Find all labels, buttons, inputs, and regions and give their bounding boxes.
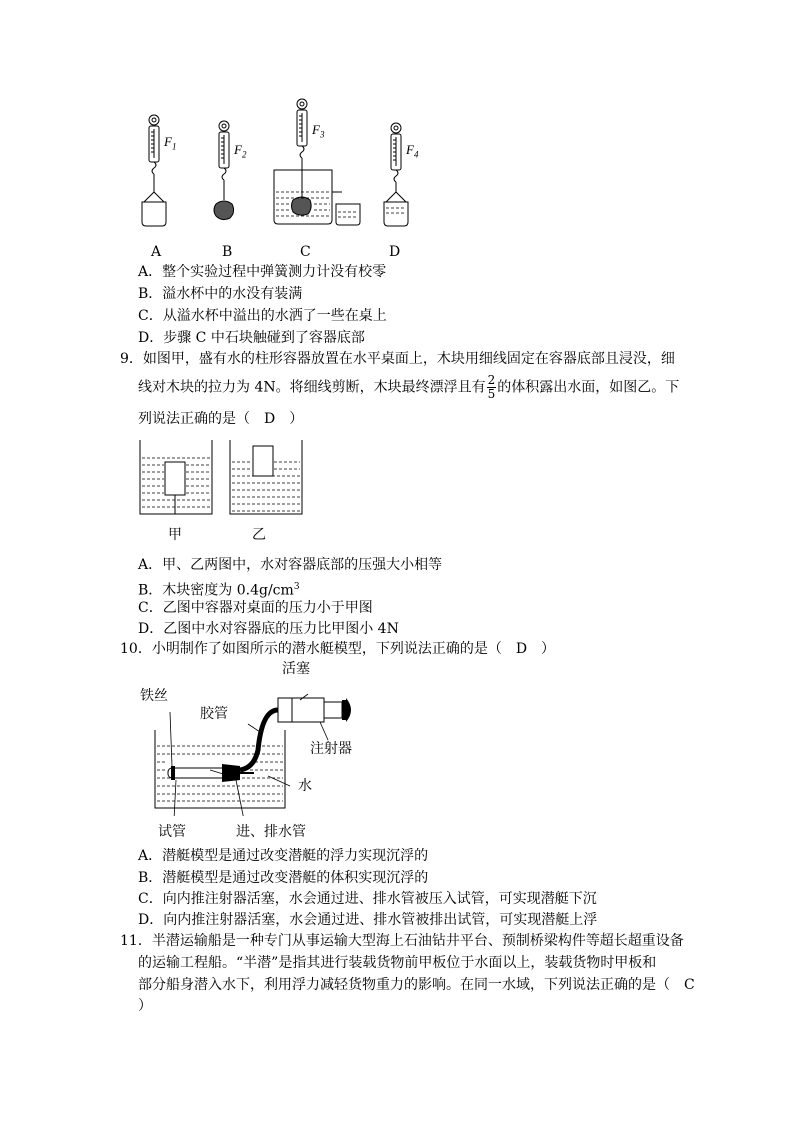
q10-option-a: A．潜艇模型是通过改变潜艇的浮力实现沉浮的: [138, 848, 429, 864]
fraction: $\frac{2}{5}$: [487, 373, 496, 401]
wood-block-right: [253, 446, 273, 476]
q9-option-d: D．乙图中水对容器底的压力比甲图小 4N: [138, 621, 399, 637]
fig8-label-d: D: [389, 244, 401, 260]
q8-figure: [130, 96, 430, 236]
q11-stem-line2: 的运输工程船。“半潜”是指其进行装载货物前甲板位于水面以上，装载货物时甲板和: [138, 955, 657, 971]
q9-stem-line1: 9．如图甲，盛有水的柱形容器放置在水平桌面上，木块用细线固定在容器底部且浸没，细: [120, 351, 675, 367]
iron-wire: [171, 766, 175, 780]
q8-option-b: B．溢水杯中的水没有装满: [138, 286, 303, 302]
spring-scale-c: [274, 99, 360, 225]
q10-option-d: D．向内推注射器活塞，水会通过进、排水管被排出试管，可实现潜艇上浮: [138, 912, 598, 928]
q11-stem-line4: ）: [138, 998, 152, 1014]
label-f3: $F_3$: [312, 122, 325, 140]
q9-stem-line3: 列说法正确的是（ D ）: [138, 411, 304, 427]
label-pipe: 进、排水管: [236, 824, 306, 840]
q8-option-a: A．整个实验过程中弹簧测力计没有校零: [138, 264, 387, 280]
q11-stem-line3: 部分船身潜入水下，利用浮力减轻货物重力的影响。在同一水域，下列说法正确的是（ C: [138, 977, 695, 993]
q9-figure: [138, 438, 308, 518]
spring-scale-b: [219, 121, 229, 200]
spring-scale-a: [142, 115, 166, 226]
label-hose: 胶管: [200, 706, 228, 722]
fig8-label-a: A: [151, 244, 162, 260]
q9-option-b: B．木块密度为 $0.4g/cm^3$: [138, 582, 300, 599]
label-iron-wire: 铁丝: [140, 688, 168, 704]
fig8-label-b: B: [222, 244, 233, 260]
q9-stem-line2: 线对木块的拉力为 4N。将细线剪断，木块最终漂浮且有 $\frac{2}{5}$ 的体积露出水面，如图乙。下: [138, 373, 680, 401]
q8-option-d: D．步骤 C 中石块触碰到了容器底部: [138, 330, 365, 346]
label-water: 水: [298, 778, 312, 794]
rubber-hose: [240, 710, 278, 770]
spring-scale-d: [384, 123, 408, 226]
q10-stem: 10．小明制作了如图所示的潜水艇模型，下列说法正确的是（ D ）: [120, 641, 556, 657]
q9-label-yi: 乙: [252, 527, 266, 543]
label-f2: $F_2$: [234, 142, 247, 160]
label-test-tube: 试管: [158, 824, 186, 840]
fig8-label-c: C: [300, 244, 311, 260]
q10-option-b: B．潜艇模型是通过改变潜艇的体积实现沉浮的: [138, 870, 429, 886]
q8-option-c: C．从溢水杯中溢出的水洒了一些在桌上: [138, 308, 387, 324]
label-syringe: 注射器: [310, 741, 352, 757]
q9-option-c: C．乙图中容器对桌面的压力小于甲图: [138, 600, 373, 616]
label-f4: $F_4$: [406, 142, 419, 160]
q9-option-a: A．甲、乙两图中，水对容器底部的压强大小相等: [138, 557, 443, 573]
label-piston: 活塞: [282, 661, 310, 677]
syringe-barrel: [278, 698, 324, 722]
stone-c: [292, 197, 312, 215]
test-tube: [168, 768, 226, 778]
q9-label-jia: 甲: [168, 527, 182, 543]
label-f1: $F_1$: [164, 134, 177, 152]
q11-stem-line1: 11．半潜运输船是一种专门从事运输大型海上石油钻井平台、预制桥梁构件等超长超重设备: [120, 933, 684, 949]
wood-block-left: [165, 462, 185, 495]
q10-option-c: C．向内推注射器活塞，水会通过进、排水管被压入试管，可实现潜艇下沉: [138, 891, 597, 907]
stone-b: [214, 201, 234, 220]
